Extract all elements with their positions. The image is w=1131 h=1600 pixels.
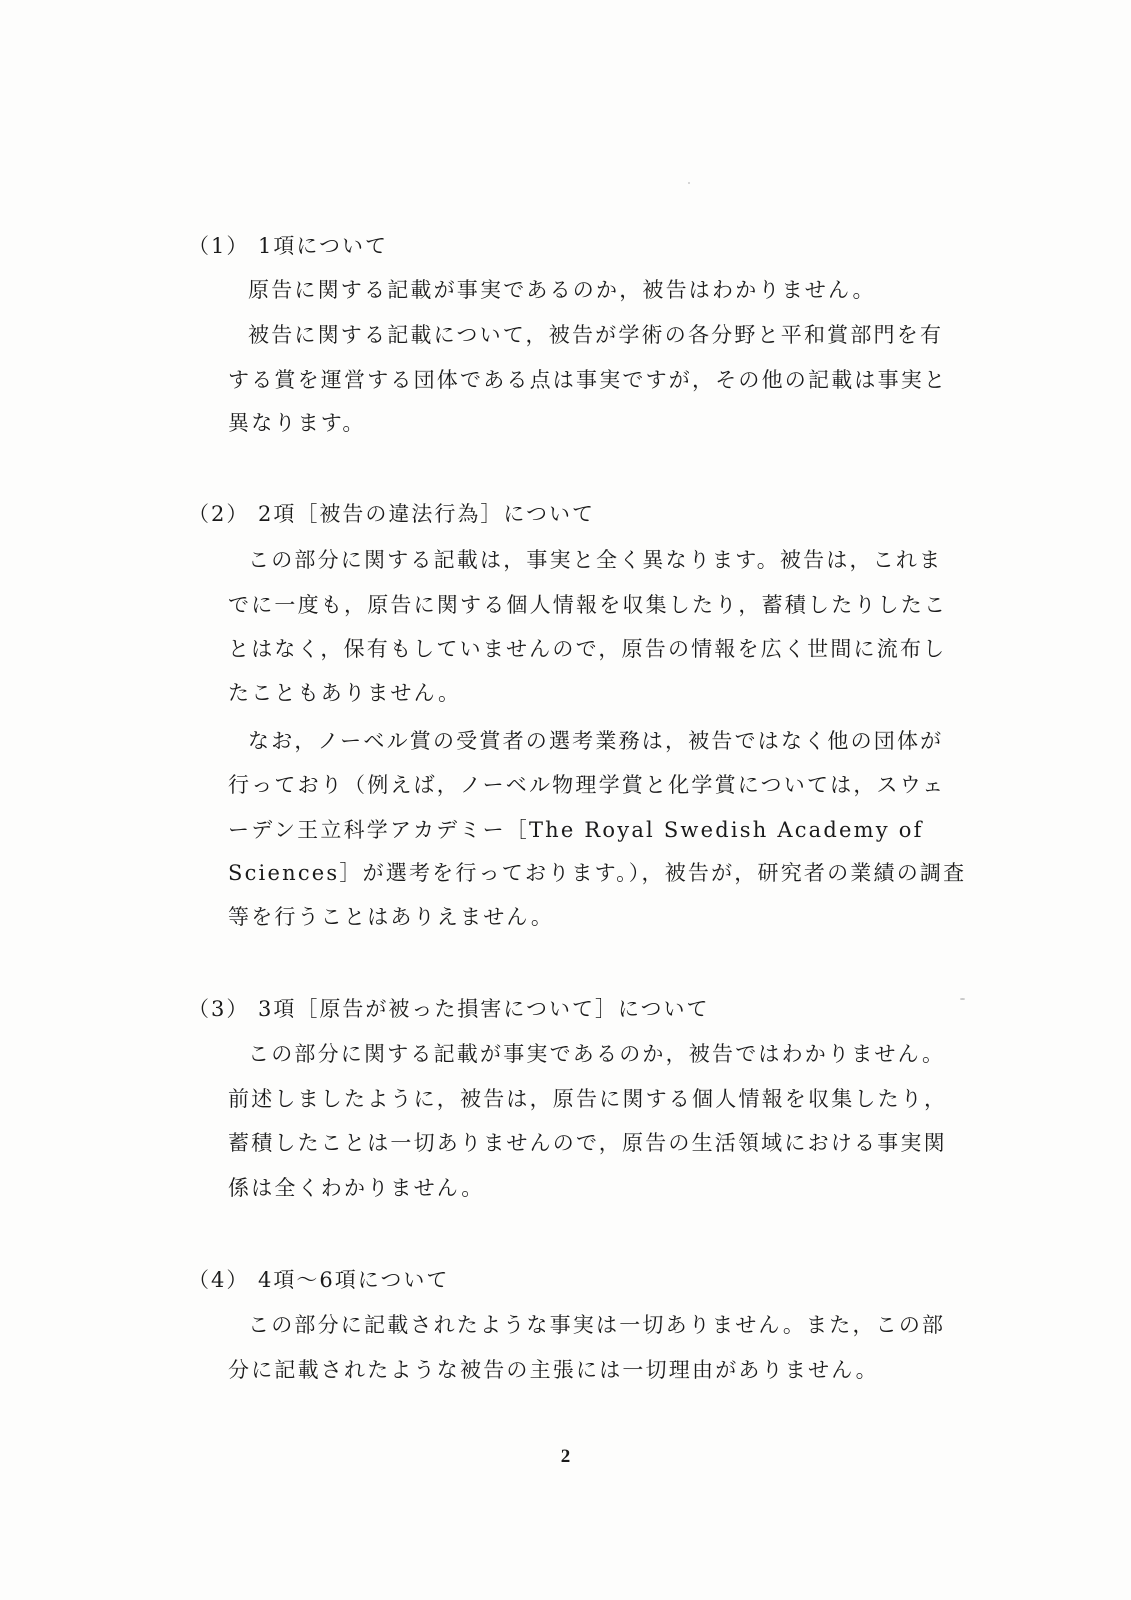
section-1-line-4: 異なります。: [228, 411, 366, 435]
section-1-heading: （1） 1項について: [188, 234, 388, 258]
section-2-line-4: たこともありません。: [228, 681, 462, 705]
scan-speck: [960, 998, 965, 1000]
section-2-line-5: なお，ノーベル賞の受賞者の選考業務は，被告ではなく他の団体が: [248, 729, 944, 753]
section-3-line-2: 前述しましたように，被告は，原告に関する個人情報を収集したり，: [228, 1087, 948, 1111]
section-2-line-1: この部分に関する記載は，事実と全く異なります。被告は，これま: [248, 548, 943, 572]
section-2-heading: （2） 2項［被告の違法行為］について: [188, 502, 595, 526]
scan-speck: [688, 182, 690, 184]
section-3-line-1: この部分に関する記載が事実であるのか，被告ではわかりません。: [248, 1042, 946, 1066]
section-2-line-6: 行っており（例えば，ノーベル物理学賞と化学賞については，スウェ: [228, 773, 946, 797]
section-1-line-1: 原告に関する記載が事実であるのか，被告はわかりません。: [248, 278, 876, 302]
section-2-line-9: 等を行うことはありえません。: [228, 905, 555, 929]
section-2-line-7: ーデン王立科学アカデミー［The Royal Swedish Academy of: [228, 818, 924, 842]
section-1-line-2: 被告に関する記載について，被告が学術の各分野と平和賞部門を有: [248, 323, 944, 347]
section-4-line-1: この部分に記載されたような事実は一切ありません。また，この部: [248, 1313, 946, 1337]
section-3-line-4: 係は全くわかりません。: [228, 1176, 485, 1200]
section-2-line-8: Sciences］が選考を行っております。），被告が，研究者の業績の調査: [228, 861, 967, 885]
page-number: 2: [560, 1446, 571, 1467]
section-3-line-3: 蓄積したことは一切ありませんので，原告の生活領域における事実関: [228, 1131, 947, 1155]
section-2-line-3: とはなく，保有もしていませんので，原告の情報を広く世間に流布し: [228, 637, 947, 661]
section-1-line-3: する賞を運営する団体である点は事実ですが，その他の記載は事実と: [228, 368, 948, 392]
section-3-heading: （3） 3項［原告が被った損害について］について: [188, 997, 710, 1021]
section-4-line-2: 分に記載されたような被告の主張には一切理由がありません。: [228, 1358, 879, 1382]
section-2-line-2: でに一度も，原告に関する個人情報を収集したり，蓄積したりしたこ: [228, 593, 948, 617]
section-4-heading: （4） 4項～6項について: [188, 1268, 450, 1292]
